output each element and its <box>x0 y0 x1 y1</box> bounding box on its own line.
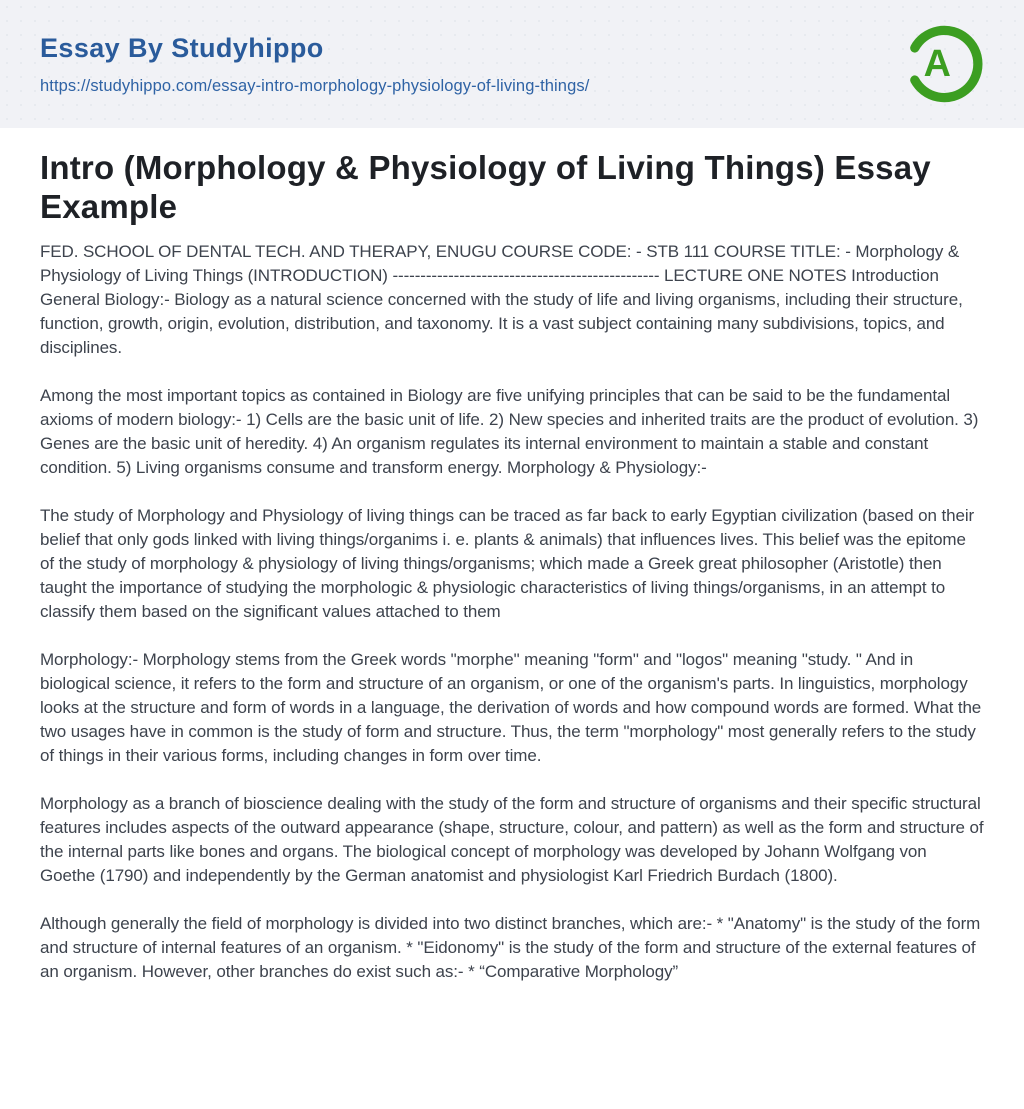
essay-paragraph-6: Although generally the field of morphology is divided into two distinct branches, which are:- * "Anatomy" is the study of the form and structure of internal features of an organism. * "Eidonomy" is the study of the form and structure of the external features of an organism. However, other branches do exist such as:- * “Comparative Morphology” <box>40 913 981 981</box>
brand-title: Essay By Studyhippo <box>40 32 324 63</box>
essay-paragraph-1: FED. SCHOOL OF DENTAL TECH. AND THERAPY, ENUGU COURSE CODE: - STB 111 COURSE TITLE: - Morphology & Physiology of Living Things (INTRODUCTION) ------------------------------------------------ LECTURE ONE NOTES Introduction General Biology:- Biology as a natural science concerned with the study of life and living organisms, including their structure, function, growth, origin, evolution, distribution, and taxonomy. It is a vast subject containing many subdivisions, topics, and disciplines. <box>40 241 963 357</box>
site-header <box>0 0 1024 128</box>
page-url-link[interactable]: https://studyhippo.com/essay-intro-morphology-physiology-of-living-things/ <box>40 76 590 95</box>
brand-block <box>40 33 589 96</box>
logo-letter: A <box>923 43 951 86</box>
essay-paragraph-3: The study of Morphology and Physiology of living things can be traced as far back to early Egyptian civilization (based on their belief that only gods linked with living things/organims i. e. plants & animals) that influences lives. This belief was the epitome of the study of morphology & physiology of living things/organisms; which made a Greek great philosopher (Aristotle) then taught the importance of studying the morphologic & physiologic characteristics of living things/organisms, in an attempt to classify them based on the significant values attached to them <box>40 505 975 621</box>
essay-article <box>0 128 1024 1048</box>
studyhippo-logo <box>902 21 986 107</box>
page-title: Intro (Morphology & Physiology of Living Things) Essay Example <box>40 149 931 225</box>
essay-paragraph-2: Among the most important topics as contained in Biology are five unifying principles that can be said to be the fundamental axioms of modern biology:- 1) Cells are the basic unit of life. 2) New species and inherited traits are the product of evolution. 3) Genes are the basic unit of heredity. 4) An organism regulates its internal environment to maintain a stable and constant condition. 5) Living organisms consume and transform energy. Morphology & Physiology:- <box>40 385 979 477</box>
essay-paragraph-4: Morphology:- Morphology stems from the Greek words "morphe" meaning "form" and "logos" meaning "study. " And in biological science, it refers to the form and structure of an organism, or one of the organism's parts. In linguistics, morphology looks at the structure and form of words in a language, the derivation of words and how compound words are formed. What the two usages have in common is the study of form and structure. Thus, the term "morphology" most generally refers to the study of things in their various forms, including changes in form over time. <box>40 649 982 765</box>
essay-paragraph-5: Morphology as a branch of bioscience dealing with the study of the form and structure of organisms and their specific structural features includes aspects of the outward appearance (shape, structure, colour, and pattern) as well as the form and structure of the internal parts like bones and organs. The biological concept of morphology was developed by Johann Wolfgang von Goethe (1790) and independently by the German anatomist and physiologist Karl Friedrich Burdach (1800). <box>40 793 984 885</box>
circle-a-icon <box>902 21 986 107</box>
